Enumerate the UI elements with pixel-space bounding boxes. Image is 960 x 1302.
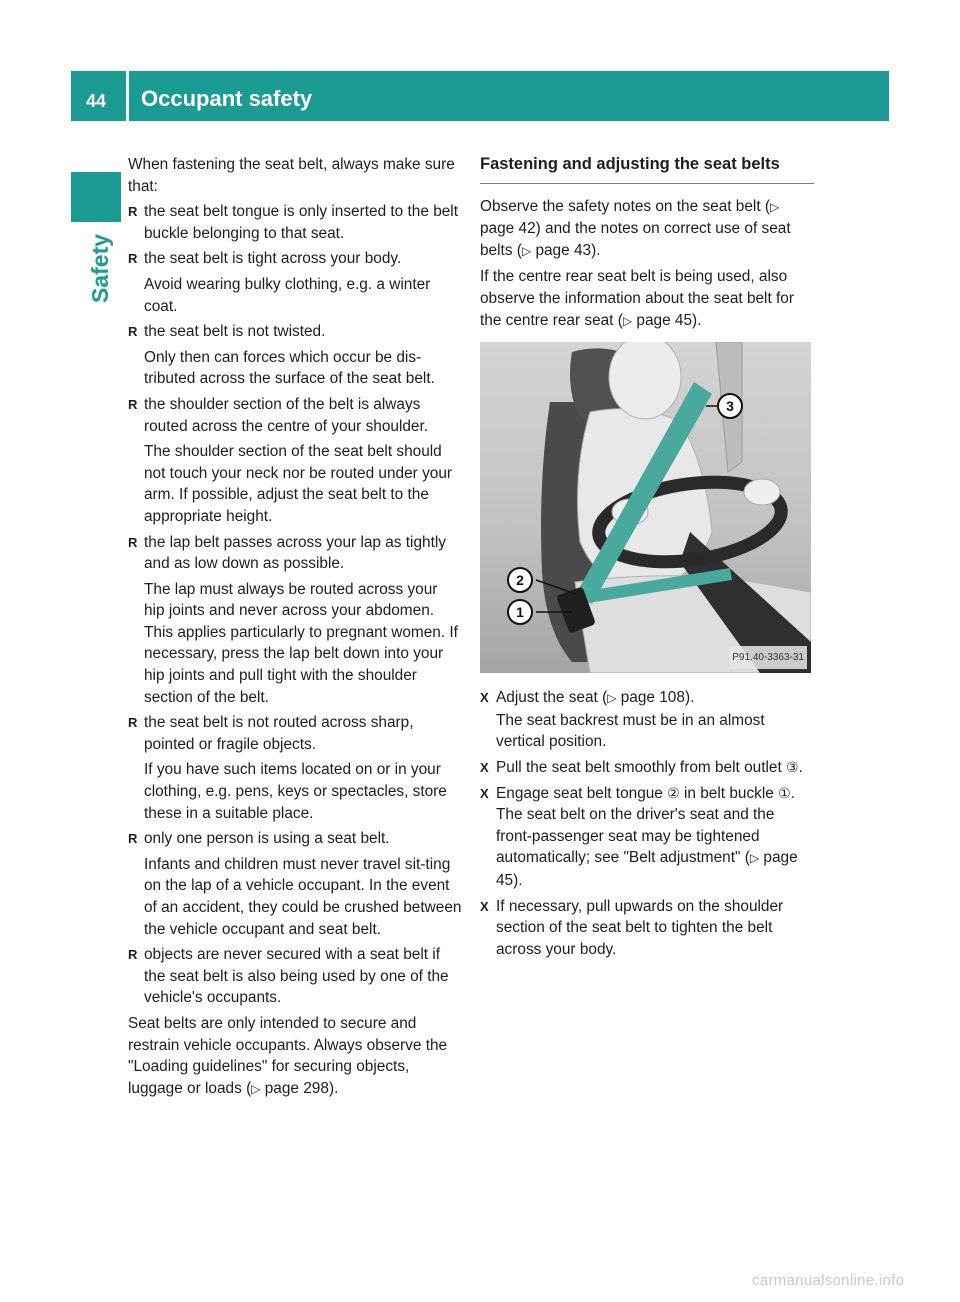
bullet-icon: R [128,396,138,412]
list-item-note: Infants and children must never travel sit-ting on the lap of a vehicle occupant. In the event of an accident, they could be crushed between the vehicle occupant and seat belt. [144,855,462,938]
list-item: R only one person is using a seat belt. Infants and children must never travel sit-ting on the lap of a vehicle occupant. In the event of an accident, they could be crushed between the vehicle occupant and seat belt. [128,828,462,940]
callout-1-label: 1 [516,604,524,621]
list-item-note: Only then can forces which occur be dis-tributed across the surface of the seat belt. [144,348,435,388]
list-item: R the seat belt is not routed across sharp, pointed or fragile objects. If you have such items located on or in your clothing, e.g. pens, keys or spectacles, store these in a suitable place. [128,712,462,824]
list-item: R the seat belt is tight across your body. Avoid wearing bulky clothing, e.g. a winter coat. [128,248,462,317]
step-arrow-icon: X [480,785,489,801]
list-item: X Pull the seat belt smoothly from belt outlet ③. [480,757,814,779]
list-item-note: The shoulder section of the seat belt should not touch your neck nor be routed under your arm. If possible, adjust the seat belt to the appropriate height. [144,443,453,525]
list-item-note: Avoid wearing bulky clothing, e.g. a winter coat. [144,275,431,315]
bullet-icon: R [128,947,138,963]
list-item: X Engage seat belt tongue ② in belt buckle ①. The seat belt on the driver's seat and the front-passenger seat may be tightened automatically; see "Belt adjustment" (▷ page 45). [480,784,798,889]
bullet-icon: R [128,534,138,550]
list-item: R the lap belt passes across your lap as tightly and as low down as possible. The lap must always be routed across your hip joints and never across your abdomen. This applies particularly to pregnant women. If necessary, press the lap belt down into your hip joints and pull tight with the shoulder section of the belt. [128,532,462,709]
callout-marker: ② [667,784,680,801]
page-ref-link[interactable]: page 42 [480,220,536,238]
right-hand [744,479,780,505]
header-divider [126,71,129,121]
page-number: 44 [86,91,107,111]
page-ref-link[interactable]: page 45 [636,311,693,329]
section-title: Occupant safety [141,86,313,111]
list-item: R the shoulder section of the belt is always routed across the centre of your shoulder. The shoulder section of the seat belt should not touch your neck nor be routed under your arm. If possible, adjust the seat belt to the appropriate height. [128,394,462,528]
list-item-note: If you have such items located on or in your clothing, e.g. pens, keys or spectacles, store these in a suitable place. [144,761,447,822]
bullet-icon: R [128,324,138,340]
subsection-heading: Fastening and adjusting the seat belts [480,154,814,184]
step-arrow-icon: X [480,690,489,706]
list-item-note: The lap must always be routed across your hip joints and never across your abdomen. This applies particularly to pregnant women. If necessary, press the lap belt down into your hip joints and pull tight with the shoulder section of the belt. [144,580,458,706]
bullet-icon: R [128,831,138,847]
seat-belt-drawing [480,342,811,673]
step-note: The seat backrest must be in an almost vertical position. [496,711,765,751]
bullet-icon: R [128,715,138,731]
list-item: R the seat belt tongue is only inserted to the belt buckle belonging to that seat. [128,203,459,242]
page-ref-arrow-icon: ▷ [607,691,617,706]
page-ref-link[interactable]: page 108 [620,689,685,707]
bullet-icon: R [128,251,138,267]
list-item: X If necessary, pull upwards on the shoulder section of the seat belt to tighten the belt across your body. [480,897,784,958]
figure-code: P91.40-3363-31 [729,646,807,670]
bullet-icon: R [128,204,138,220]
side-tab-label: Safety [87,233,113,303]
page-ref-link[interactable]: page 298 [264,1079,329,1097]
step-arrow-icon: X [480,898,489,914]
callout-3-label: 3 [726,398,734,415]
watermark: carmanualsonline.info [752,1272,905,1289]
page-ref-link[interactable]: page 43 [535,241,592,259]
page-ref-arrow-icon: ▷ [749,851,760,866]
page-ref-arrow-icon: ▷ [770,199,780,214]
callout-marker: ③ [786,758,799,775]
right-column [480,154,814,964]
instruction-steps [480,687,814,960]
seat-belt-illustration [480,342,811,673]
outro-text: Seat belts are only intended to secure and restrain vehicle occupants. Always observe the "Loading guidelines" for securing objects, luggage or loads (▷ page 298). [128,1014,448,1097]
side-tab-block [71,172,121,222]
page-ref-arrow-icon: ▷ [521,243,532,258]
page-ref-arrow-icon: ▷ [251,1081,261,1096]
occupant-head [609,342,681,419]
step-note: The seat belt on the driver's seat and the front-passenger seat may be tightened automatically; see "Belt adjustment" ( [496,806,775,867]
left-column [128,154,462,1104]
list-item: R the seat belt is not twisted. Only then can forces which occur be dis-tributed across the surface of the seat belt. [128,321,462,390]
list-item: X Adjust the seat (▷ page 108). The seat backrest must be in an almost vertical position. [480,689,765,751]
centre-seat-text: If the centre rear seat belt is being used, also observe the information about the seat belt for the centre rear seat (▷ page 45). [480,268,794,329]
safety-notes-text: Observe the safety notes on the seat belt (▷ page 42) and the notes on correct use of seat belts (▷ page 43). [480,197,791,259]
requirements-list [128,201,462,1009]
intro-text: When fastening the seat belt, always make sure that: [128,156,455,195]
step-arrow-icon: X [480,759,489,775]
callout-2-label: 2 [516,572,524,589]
page-ref-arrow-icon: ▷ [622,313,633,328]
page-ref-link[interactable]: page 45 [496,849,798,889]
list-item: R objects are never secured with a seat belt if the seat belt is also being used by one of the vehicle's occupants. [128,946,449,1007]
callout-marker: ① [778,784,791,801]
